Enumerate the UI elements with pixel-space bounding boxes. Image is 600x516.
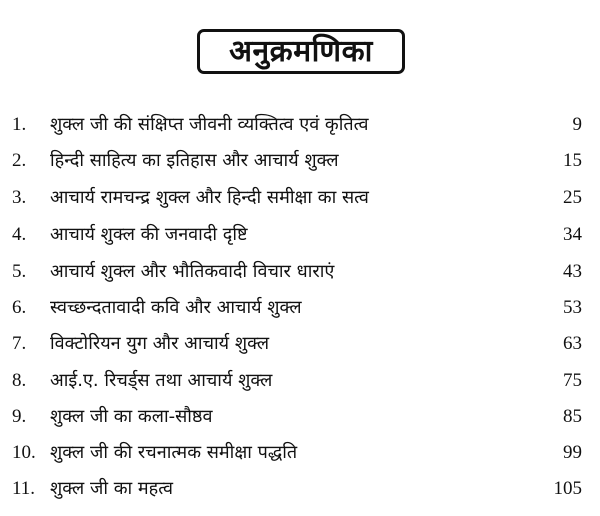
toc-entry	[0, 146, 600, 176]
entry-number: 10.	[12, 442, 36, 463]
entry-title: विक्टोरियन युग और आचार्य शुक्ल	[50, 333, 270, 354]
page-title: अनुक्रमणिका	[229, 33, 373, 69]
entry-page: 99	[563, 442, 582, 463]
entry-number: 6.	[12, 297, 27, 318]
heading-box	[197, 29, 405, 74]
entry-number: 8.	[12, 370, 27, 391]
entry-number: 3.	[12, 187, 27, 208]
entry-page: 43	[563, 261, 582, 282]
entry-title: शुक्ल जी का महत्व	[50, 478, 174, 499]
entry-page: 25	[563, 187, 582, 208]
entry-title: शुक्ल जी की रचनात्मक समीक्षा पद्धति	[50, 442, 298, 463]
entry-page: 105	[553, 478, 582, 499]
entry-page: 75	[563, 370, 582, 391]
toc-entry	[0, 110, 600, 140]
entry-page: 53	[563, 297, 582, 318]
toc-entry	[0, 329, 600, 359]
entry-title: हिन्दी साहित्य का इतिहास और आचार्य शुक्ल	[50, 150, 339, 171]
toc-entry	[0, 183, 600, 213]
entry-number: 7.	[12, 333, 27, 354]
toc-entry	[0, 366, 600, 396]
entry-page: 63	[563, 333, 582, 354]
toc-entry	[0, 438, 600, 468]
toc-entry	[0, 474, 600, 504]
entry-number: 2.	[12, 150, 27, 171]
entry-title: शुक्ल जी का कला-सौष्ठव	[50, 406, 213, 427]
entry-title: आई.ए. रिचर्ड्स तथा आचार्य शुक्ल	[50, 370, 273, 391]
entry-number: 1.	[12, 114, 27, 135]
entry-number: 5.	[12, 261, 27, 282]
entry-number: 9.	[12, 406, 27, 427]
toc-entry	[0, 293, 600, 323]
toc-entry	[0, 402, 600, 432]
toc-entry	[0, 257, 600, 287]
entry-title: आचार्य रामचन्द्र शुक्ल और हिन्दी समीक्षा का सत्व	[50, 187, 369, 208]
entry-page: 85	[563, 406, 582, 427]
entry-title: स्वच्छन्दतावादी कवि और आचार्य शुक्ल	[50, 297, 302, 318]
entry-title: आचार्य शुक्ल और भौतिकवादी विचार धाराएं	[50, 261, 335, 282]
entry-number: 11.	[12, 478, 36, 499]
entry-page: 34	[563, 224, 582, 245]
entry-title: आचार्य शुक्ल की जनवादी दृष्टि	[50, 224, 248, 245]
entry-page: 15	[563, 150, 582, 171]
entry-number: 4.	[12, 224, 27, 245]
entry-page: 9	[572, 114, 582, 135]
entry-title: शुक्ल जी की संक्षिप्त जीवनी व्यक्तित्व एवं कृतित्व	[50, 114, 369, 135]
toc-entry	[0, 220, 600, 250]
